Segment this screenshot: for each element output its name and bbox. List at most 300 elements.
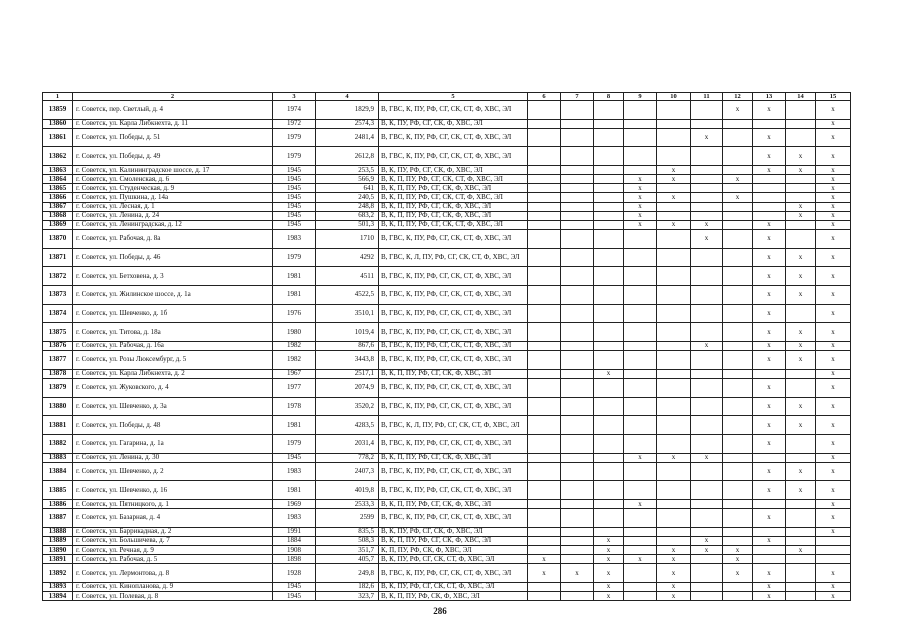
- column-header-10: 10: [657, 93, 691, 101]
- address-cell: г. Советск, ул. Карла Либкнехта, д. 2: [73, 369, 273, 378]
- mark-cell-col-11: [691, 397, 723, 416]
- mark-cell-col-15: x: [816, 564, 851, 583]
- table-row: [43, 481, 851, 500]
- mark-cell-col-10: [657, 323, 691, 342]
- area-cell: 2481,4: [316, 128, 379, 147]
- mark-cell-col-8: x: [594, 536, 624, 545]
- mark-cell-col-7: [561, 220, 594, 229]
- mark-cell-col-7: [561, 341, 594, 350]
- mark-cell-col-13: [753, 211, 786, 220]
- mark-cell-col-15: x: [816, 434, 851, 453]
- mark-cell-col-14: x: [786, 211, 816, 220]
- mark-cell-col-8: x: [594, 555, 624, 564]
- mark-cell-col-15: x: [816, 500, 851, 509]
- year-built-cell: 1898: [273, 555, 316, 564]
- year-built-cell: 1945: [273, 202, 316, 211]
- services-cell: В, ГВС, К, ПУ, РФ, СГ, СК, СТ, Ф, ХВС, ЭЛ: [379, 101, 528, 120]
- row-id-cell: 13891: [43, 555, 73, 564]
- area-cell: 1829,9: [316, 101, 379, 120]
- mark-cell-col-8: [594, 304, 624, 323]
- mark-cell-col-7: [561, 101, 594, 120]
- mark-cell-col-11: [691, 175, 723, 184]
- mark-cell-col-6: [528, 193, 561, 202]
- mark-cell-col-8: [594, 434, 624, 453]
- mark-cell-col-11: [691, 434, 723, 453]
- mark-cell-col-6: [528, 351, 561, 370]
- services-cell: В, К, ПУ, РФ, СГ, СК, Ф, ХВС, ЭЛ: [379, 119, 528, 128]
- mark-cell-col-9: x: [624, 211, 657, 220]
- mark-cell-col-12: [723, 509, 753, 528]
- area-cell: 641: [316, 184, 379, 193]
- table-row: [43, 351, 851, 370]
- address-cell: г. Советск, ул. Победы, д. 46: [73, 248, 273, 267]
- mark-cell-col-9: [624, 546, 657, 555]
- services-cell: В, ГВС, К, ПУ, РФ, СГ, СК, СТ, Ф, ХВС, ЭЛ: [379, 267, 528, 286]
- mark-cell-col-11: [691, 166, 723, 175]
- mark-cell-col-6: [528, 202, 561, 211]
- mark-cell-col-10: [657, 147, 691, 166]
- mark-cell-col-14: [786, 536, 816, 545]
- mark-cell-col-10: x: [657, 546, 691, 555]
- table-row: [43, 416, 851, 435]
- mark-cell-col-9: [624, 369, 657, 378]
- mark-cell-col-6: [528, 220, 561, 229]
- mark-cell-col-13: x: [753, 582, 786, 591]
- mark-cell-col-6: x: [528, 564, 561, 583]
- mark-cell-col-14: x: [786, 397, 816, 416]
- mark-cell-col-6: [528, 509, 561, 528]
- row-id-cell: 13860: [43, 119, 73, 128]
- row-id-cell: 13880: [43, 397, 73, 416]
- table-row: [43, 555, 851, 564]
- mark-cell-col-6: [528, 546, 561, 555]
- row-id-cell: 13866: [43, 193, 73, 202]
- mark-cell-col-8: x: [594, 369, 624, 378]
- mark-cell-col-8: [594, 229, 624, 248]
- address-cell: г. Советск, пер. Светлый, д. 4: [73, 101, 273, 120]
- mark-cell-col-10: x: [657, 564, 691, 583]
- mark-cell-col-12: [723, 285, 753, 304]
- table-row: [43, 229, 851, 248]
- table-row: [43, 527, 851, 536]
- row-id-cell: 13870: [43, 229, 73, 248]
- area-cell: 249,8: [316, 564, 379, 583]
- year-built-cell: 1981: [273, 267, 316, 286]
- column-header-3: 3: [273, 93, 316, 101]
- mark-cell-col-11: [691, 193, 723, 202]
- mark-cell-col-13: x: [753, 416, 786, 435]
- mark-cell-col-13: x: [753, 481, 786, 500]
- row-id-cell: 13868: [43, 211, 73, 220]
- mark-cell-col-11: [691, 351, 723, 370]
- mark-cell-col-9: [624, 434, 657, 453]
- mark-cell-col-10: x: [657, 175, 691, 184]
- mark-cell-col-14: [786, 500, 816, 509]
- mark-cell-col-13: x: [753, 509, 786, 528]
- mark-cell-col-6: [528, 369, 561, 378]
- mark-cell-col-8: [594, 351, 624, 370]
- mark-cell-col-9: [624, 285, 657, 304]
- mark-cell-col-14: x: [786, 481, 816, 500]
- mark-cell-col-9: [624, 229, 657, 248]
- mark-cell-col-7: [561, 175, 594, 184]
- mark-cell-col-10: x: [657, 453, 691, 462]
- year-built-cell: 1945: [273, 453, 316, 462]
- mark-cell-col-14: x: [786, 546, 816, 555]
- mark-cell-col-8: [594, 527, 624, 536]
- mark-cell-col-7: [561, 582, 594, 591]
- services-cell: В, ГВС, К, ПУ, РФ, СГ, СК, СТ, Ф, ХВС, ЭЛ: [379, 397, 528, 416]
- column-header-6: 6: [528, 93, 561, 101]
- mark-cell-col-10: [657, 229, 691, 248]
- mark-cell-col-10: x: [657, 555, 691, 564]
- services-cell: В, ГВС, К, ПУ, РФ, СГ, СК, СТ, Ф, ХВС, ЭЛ: [379, 341, 528, 350]
- mark-cell-col-7: [561, 546, 594, 555]
- mark-cell-col-7: [561, 555, 594, 564]
- mark-cell-col-6: [528, 323, 561, 342]
- mark-cell-col-6: [528, 416, 561, 435]
- mark-cell-col-8: [594, 119, 624, 128]
- address-cell: г. Советск, ул. Ленина, д. 30: [73, 453, 273, 462]
- table-row: [43, 453, 851, 462]
- mark-cell-col-6: [528, 267, 561, 286]
- address-cell: г. Советск, ул. Победы, д. 51: [73, 128, 273, 147]
- mark-cell-col-8: x: [594, 564, 624, 583]
- mark-cell-col-14: [786, 369, 816, 378]
- mark-cell-col-12: [723, 462, 753, 481]
- year-built-cell: 1945: [273, 582, 316, 591]
- mark-cell-col-14: [786, 453, 816, 462]
- mark-cell-col-7: [561, 323, 594, 342]
- area-cell: 323,7: [316, 591, 379, 600]
- area-cell: 4292: [316, 248, 379, 267]
- mark-cell-col-13: x: [753, 248, 786, 267]
- row-id-cell: 13885: [43, 481, 73, 500]
- address-cell: г. Советск, ул. Рабочая, д. 8а: [73, 229, 273, 248]
- mark-cell-col-14: [786, 220, 816, 229]
- mark-cell-col-15: x: [816, 285, 851, 304]
- row-id-cell: 13892: [43, 564, 73, 583]
- mark-cell-col-11: [691, 582, 723, 591]
- mark-cell-col-14: [786, 193, 816, 202]
- mark-cell-col-8: [594, 285, 624, 304]
- row-id-cell: 13881: [43, 416, 73, 435]
- housing-registry-table: [42, 92, 851, 601]
- mark-cell-col-14: [786, 184, 816, 193]
- area-cell: 4511: [316, 267, 379, 286]
- mark-cell-col-13: x: [753, 341, 786, 350]
- table-row: [43, 119, 851, 128]
- mark-cell-col-10: [657, 202, 691, 211]
- mark-cell-col-10: x: [657, 166, 691, 175]
- year-built-cell: 1981: [273, 416, 316, 435]
- mark-cell-col-12: [723, 582, 753, 591]
- mark-cell-col-10: x: [657, 193, 691, 202]
- mark-cell-col-11: [691, 564, 723, 583]
- mark-cell-col-6: [528, 166, 561, 175]
- mark-cell-col-14: [786, 378, 816, 397]
- row-id-cell: 13874: [43, 304, 73, 323]
- services-cell: В, ГВС, К, ПУ, РФ, СГ, СК, СТ, Ф, ХВС, ЭЛ: [379, 462, 528, 481]
- mark-cell-col-10: [657, 119, 691, 128]
- mark-cell-col-12: [723, 220, 753, 229]
- year-built-cell: 1980: [273, 323, 316, 342]
- mark-cell-col-12: x: [723, 193, 753, 202]
- services-cell: В, К, ПУ, РФ, СГ, СК, Ф, ХВС, ЭЛ: [379, 527, 528, 536]
- mark-cell-col-12: x: [723, 101, 753, 120]
- services-cell: В, ГВС, К, ПУ, РФ, СГ, СК, СТ, Ф, ХВС, ЭЛ: [379, 351, 528, 370]
- mark-cell-col-13: x: [753, 323, 786, 342]
- address-cell: г. Советск, ул. Ленинградская, д. 12: [73, 220, 273, 229]
- mark-cell-col-15: [816, 546, 851, 555]
- services-cell: В, К, П, ПУ, РФ, СГ, СК, Ф, ХВС, ЭЛ: [379, 202, 528, 211]
- address-cell: г. Советск, ул. Розы Люксембург, д. 5: [73, 351, 273, 370]
- mark-cell-col-7: [561, 591, 594, 600]
- mark-cell-col-7: [561, 193, 594, 202]
- mark-cell-col-6: [528, 248, 561, 267]
- mark-cell-col-12: [723, 536, 753, 545]
- column-header-5: 5: [379, 93, 528, 101]
- mark-cell-col-15: x: [816, 416, 851, 435]
- mark-cell-col-8: [594, 184, 624, 193]
- mark-cell-col-9: [624, 323, 657, 342]
- mark-cell-col-10: x: [657, 220, 691, 229]
- area-cell: 240,5: [316, 193, 379, 202]
- mark-cell-col-8: [594, 147, 624, 166]
- mark-cell-col-14: [786, 119, 816, 128]
- mark-cell-col-11: [691, 481, 723, 500]
- mark-cell-col-11: x: [691, 128, 723, 147]
- mark-cell-col-6: [528, 453, 561, 462]
- mark-cell-col-6: [528, 184, 561, 193]
- mark-cell-col-14: x: [786, 285, 816, 304]
- mark-cell-col-15: [816, 536, 851, 545]
- address-cell: г. Советск, ул. Лермонтова, д. 8: [73, 564, 273, 583]
- mark-cell-col-15: x: [816, 184, 851, 193]
- mark-cell-col-13: x: [753, 128, 786, 147]
- address-cell: г. Советск, ул. Ленина, д. 24: [73, 211, 273, 220]
- mark-cell-col-14: [786, 434, 816, 453]
- mark-cell-col-8: [594, 248, 624, 267]
- table-row: [43, 591, 851, 600]
- area-cell: 2074,9: [316, 378, 379, 397]
- mark-cell-col-9: [624, 416, 657, 435]
- year-built-cell: 1979: [273, 147, 316, 166]
- services-cell: В, ГВС, К, ПУ, РФ, СГ, СК, СТ, Ф, ХВС, ЭЛ: [379, 434, 528, 453]
- mark-cell-col-8: [594, 128, 624, 147]
- row-id-cell: 13882: [43, 434, 73, 453]
- row-id-cell: 13875: [43, 323, 73, 342]
- area-cell: 867,6: [316, 341, 379, 350]
- mark-cell-col-11: x: [691, 229, 723, 248]
- address-cell: г. Советск, ул. Студенческая, д. 9: [73, 184, 273, 193]
- mark-cell-col-13: x: [753, 591, 786, 600]
- mark-cell-col-12: [723, 202, 753, 211]
- year-built-cell: 1945: [273, 166, 316, 175]
- mark-cell-col-12: [723, 147, 753, 166]
- mark-cell-col-10: [657, 500, 691, 509]
- year-built-cell: 1977: [273, 378, 316, 397]
- mark-cell-col-15: x: [816, 351, 851, 370]
- mark-cell-col-7: [561, 416, 594, 435]
- mark-cell-col-7: [561, 462, 594, 481]
- mark-cell-col-12: [723, 323, 753, 342]
- mark-cell-col-8: x: [594, 582, 624, 591]
- mark-cell-col-12: [723, 184, 753, 193]
- mark-cell-col-14: [786, 304, 816, 323]
- mark-cell-col-8: x: [594, 591, 624, 600]
- mark-cell-col-14: x: [786, 341, 816, 350]
- year-built-cell: 1983: [273, 462, 316, 481]
- year-built-cell: 1945: [273, 220, 316, 229]
- column-header-7: 7: [561, 93, 594, 101]
- mark-cell-col-11: [691, 323, 723, 342]
- mark-cell-col-14: x: [786, 267, 816, 286]
- address-cell: г. Советск, ул. Карла Либкнехта, д. 11: [73, 119, 273, 128]
- mark-cell-col-9: [624, 536, 657, 545]
- mark-cell-col-6: [528, 462, 561, 481]
- mark-cell-col-10: [657, 509, 691, 528]
- mark-cell-col-11: x: [691, 536, 723, 545]
- address-cell: г. Советск, ул. Бетховена, д. 3: [73, 267, 273, 286]
- mark-cell-col-6: [528, 285, 561, 304]
- mark-cell-col-7: [561, 248, 594, 267]
- mark-cell-col-8: [594, 166, 624, 175]
- row-id-cell: 13872: [43, 267, 73, 286]
- services-cell: В, ГВС, К, ПУ, РФ, СГ, СК, СТ, Ф, ХВС, ЭЛ: [379, 323, 528, 342]
- mark-cell-col-10: [657, 101, 691, 120]
- mark-cell-col-11: [691, 416, 723, 435]
- mark-cell-col-6: [528, 119, 561, 128]
- row-id-cell: 13890: [43, 546, 73, 555]
- mark-cell-col-15: x: [816, 202, 851, 211]
- address-cell: г. Советск, ул. Гагарина, д. 1а: [73, 434, 273, 453]
- mark-cell-col-6: [528, 397, 561, 416]
- mark-cell-col-15: x: [816, 175, 851, 184]
- mark-cell-col-15: x: [816, 341, 851, 350]
- row-id-cell: 13883: [43, 453, 73, 462]
- area-cell: 683,2: [316, 211, 379, 220]
- table-row: [43, 211, 851, 220]
- year-built-cell: 1978: [273, 397, 316, 416]
- row-id-cell: 13888: [43, 527, 73, 536]
- table-row: [43, 304, 851, 323]
- row-id-cell: 13877: [43, 351, 73, 370]
- table-row: [43, 323, 851, 342]
- mark-cell-col-7: [561, 527, 594, 536]
- address-cell: г. Советск, ул. Жилинское шоссе, д. 1а: [73, 285, 273, 304]
- mark-cell-col-9: [624, 267, 657, 286]
- mark-cell-col-8: [594, 416, 624, 435]
- mark-cell-col-15: [816, 555, 851, 564]
- area-cell: 3443,8: [316, 351, 379, 370]
- year-built-cell: 1969: [273, 500, 316, 509]
- year-built-cell: 1979: [273, 248, 316, 267]
- mark-cell-col-14: [786, 175, 816, 184]
- mark-cell-col-7: [561, 211, 594, 220]
- year-built-cell: 1945: [273, 211, 316, 220]
- mark-cell-col-9: [624, 147, 657, 166]
- mark-cell-col-8: [594, 323, 624, 342]
- mark-cell-col-9: x: [624, 220, 657, 229]
- services-cell: В, К, П, ПУ, РФ, СК, Ф, ХВС, ЭЛ: [379, 591, 528, 600]
- mark-cell-col-12: x: [723, 555, 753, 564]
- table-row: [43, 101, 851, 120]
- mark-cell-col-9: [624, 166, 657, 175]
- mark-cell-col-10: [657, 304, 691, 323]
- mark-cell-col-12: [723, 378, 753, 397]
- column-header-12: 12: [723, 93, 753, 101]
- mark-cell-col-14: [786, 591, 816, 600]
- mark-cell-col-14: x: [786, 462, 816, 481]
- services-cell: В, ГВС, К, ПУ, РФ, СГ, СК, СТ, Ф, ХВС, ЭЛ: [379, 564, 528, 583]
- mark-cell-col-13: [753, 555, 786, 564]
- mark-cell-col-7: [561, 500, 594, 509]
- mark-cell-col-9: [624, 119, 657, 128]
- row-id-cell: 13867: [43, 202, 73, 211]
- mark-cell-col-12: [723, 267, 753, 286]
- mark-cell-col-15: x: [816, 527, 851, 536]
- column-header-2: 2: [73, 93, 273, 101]
- address-cell: г. Советск, ул. Шевченко, д. 2: [73, 462, 273, 481]
- page-number: 286: [433, 606, 447, 616]
- mark-cell-col-15: x: [816, 397, 851, 416]
- row-id-cell: 13862: [43, 147, 73, 166]
- services-cell: В, ГВС, К, ПУ, РФ, СГ, СК, СТ, Ф, ХВС, ЭЛ: [379, 128, 528, 147]
- mark-cell-col-6: [528, 434, 561, 453]
- table-row: [43, 166, 851, 175]
- mark-cell-col-13: x: [753, 378, 786, 397]
- mark-cell-col-12: [723, 527, 753, 536]
- mark-cell-col-15: x: [816, 378, 851, 397]
- year-built-cell: 1884: [273, 536, 316, 545]
- mark-cell-col-10: [657, 481, 691, 500]
- mark-cell-col-13: x: [753, 351, 786, 370]
- address-cell: г. Советск, ул. Шевченко, д. 1б: [73, 304, 273, 323]
- mark-cell-col-11: [691, 248, 723, 267]
- mark-cell-col-13: x: [753, 267, 786, 286]
- column-header-13: 13: [753, 93, 786, 101]
- row-id-cell: 13859: [43, 101, 73, 120]
- mark-cell-col-14: x: [786, 166, 816, 175]
- area-cell: 566,9: [316, 175, 379, 184]
- mark-cell-col-9: x: [624, 453, 657, 462]
- row-id-cell: 13861: [43, 128, 73, 147]
- mark-cell-col-15: x: [816, 248, 851, 267]
- services-cell: В, ГВС, К, ПУ, РФ, СГ, СК, СТ, Ф, ХВС, ЭЛ: [379, 481, 528, 500]
- address-cell: г. Советск, ул. Базарная, д. 4: [73, 509, 273, 528]
- year-built-cell: 1982: [273, 341, 316, 350]
- mark-cell-col-7: [561, 229, 594, 248]
- services-cell: К, П, ПУ, РФ, СК, Ф, ХВС, ЭЛ: [379, 546, 528, 555]
- address-cell: г. Советск, ул. Шевченко, д. 3а: [73, 397, 273, 416]
- mark-cell-col-14: x: [786, 351, 816, 370]
- mark-cell-col-6: [528, 481, 561, 500]
- services-cell: В, ГВС, К, ПУ, РФ, СГ, СК, СТ, Ф, ХВС, ЭЛ: [379, 304, 528, 323]
- mark-cell-col-10: [657, 285, 691, 304]
- mark-cell-col-11: x: [691, 341, 723, 350]
- mark-cell-col-13: [753, 119, 786, 128]
- mark-cell-col-13: [753, 527, 786, 536]
- column-header-15: 15: [816, 93, 851, 101]
- mark-cell-col-10: [657, 416, 691, 435]
- mark-cell-col-12: [723, 128, 753, 147]
- year-built-cell: 1976: [273, 304, 316, 323]
- mark-cell-col-10: [657, 527, 691, 536]
- mark-cell-col-9: x: [624, 555, 657, 564]
- mark-cell-col-6: [528, 128, 561, 147]
- year-built-cell: 1991: [273, 527, 316, 536]
